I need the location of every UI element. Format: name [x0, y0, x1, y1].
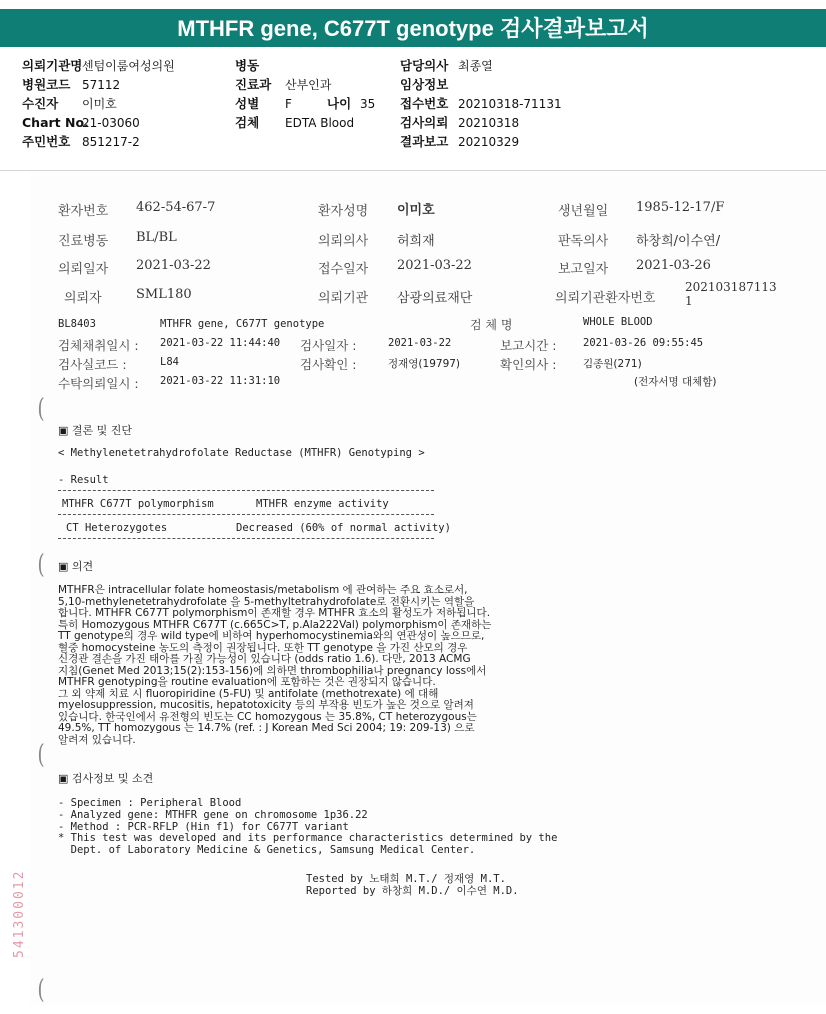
vertical-serial-number: 541300012 [12, 869, 27, 958]
consign-label: 수탁의뢰일시 : [58, 376, 139, 391]
report-title: MTHFR gene, C677T genotype 검사결과보고서 [0, 9, 826, 47]
opinion-line: TT genotype의 경우 wild type에 비하여 hyperhomocystinemia와의 연관성이 높으므로, [58, 630, 485, 642]
opinion-line: MTHFR genotyping을 routine evaluation에 포함하는 것은 권장되지 않습니다. [58, 676, 436, 688]
inst-patient-no-line1: 202103187113 [685, 280, 777, 294]
ward: BL/BL [136, 230, 177, 245]
receipt-date: 2021-03-22 [397, 258, 472, 273]
opinion-line: 그 외 약제 치료 시 fluoropiridine (5-FU) 및 antifolate (methotrexate) 에 대해 [58, 687, 439, 700]
dashed-rule [58, 538, 434, 539]
header-value-resident-no: 851217-2 [82, 135, 140, 149]
header-row-test-request [400, 116, 448, 130]
report-time: 2021-03-26 09:55:45 [583, 337, 704, 349]
header-key: 담당의사 [400, 58, 449, 73]
patient-name-label: 환자성명 [318, 204, 369, 219]
scan-mark: ( [37, 394, 45, 424]
test-date-label: 검사일자 : [300, 338, 357, 353]
info-line: - Analyzed gene: MTHFR gene on chromosome 1p36.22 [58, 808, 368, 821]
header-row-age [327, 97, 351, 111]
opinion-line: 지침(Genet Med 2013;15(2):153-156)에 의하면 thrombophilia나 pregnancy loss에서 [58, 664, 487, 677]
header-key: Chart No. [22, 115, 89, 130]
patient-no: 462-54-67-7 [136, 200, 216, 215]
inst-patient-no-line2: 1 [685, 294, 693, 308]
scan-mark: ( [37, 975, 45, 1005]
header-key: 임상정보 [400, 77, 449, 92]
collect-label: 검체채취일시 : [58, 338, 139, 353]
header-value-chart: 21-03060 [82, 116, 140, 130]
info-section-title: ▣ 검사정보 및 소견 [58, 772, 154, 785]
header-value-doctor: 최종열 [458, 59, 493, 73]
result-section-title: ▣ 결론 및 진단 [58, 424, 133, 437]
header-key: 의뢰기관명 [22, 58, 83, 73]
header-row-chart [22, 116, 89, 130]
request-date-label: 의뢰일자 [58, 262, 109, 277]
test-name: MTHFR gene, C677T genotype [160, 318, 325, 330]
client: SML180 [136, 287, 192, 302]
opinion-line: 49.5%, TT homozygous 는 14.7% (ref. : J Korean Med Sci 2004; 19: 209-13) 으로 [58, 722, 475, 734]
info-line: - Specimen : Peripheral Blood [58, 797, 242, 809]
header-separator [0, 170, 826, 171]
header-row-hospital-code [22, 78, 70, 92]
patient-name: 이미호 [397, 203, 435, 218]
header-key: 병원코드 [22, 77, 71, 92]
header-row-patient [22, 97, 58, 111]
confirm: 정재영(19797) [388, 358, 461, 370]
doctor: 김종원(271) [583, 358, 642, 370]
header-row-institution [22, 59, 82, 73]
header-row-resident-no [22, 135, 70, 149]
header-key: 수진자 [22, 96, 59, 111]
opinion-line: 있습니다. 한국인에서 유전형의 빈도는 CC homozygous 는 35.8%, CT heterozygous는 [58, 710, 477, 723]
info-line: - Method : PCR-RFLP (Hin f1) for C677T variant [58, 820, 349, 833]
header-row-receipt-no [400, 97, 448, 111]
info-line: Dept. of Laboratory Medicine & Genetics, Samsung Medical Center. [58, 844, 476, 857]
reader-label: 판독의사 [558, 234, 609, 249]
header-value-receipt-no: 20210318-71131 [458, 97, 562, 111]
header-row-result-report [400, 135, 448, 149]
header-value-age: 35 [360, 97, 376, 111]
ward-label: 진료병동 [58, 234, 109, 249]
opinion-line: 혈중 homocysteine 농도의 측정이 권장됩니다. 또한 TT genotype 을 가진 산모의 경우 [58, 641, 468, 654]
header-key: 주민번호 [22, 134, 71, 149]
result-col1-value: CT Heterozygotes [66, 522, 168, 534]
result-col1-header: MTHFR C677T polymorphism [62, 498, 214, 510]
result-label: - Result [58, 474, 109, 486]
header-key: 성별 [235, 96, 260, 111]
doctor-label: 확인의사 : [500, 357, 557, 372]
institution: 삼광의료재단 [397, 291, 473, 306]
opinion-line: 5,10-methylenetetrahydrofolate 을 5-methyltetrahydrofolate로 전환시키는 역할을 [58, 595, 475, 608]
room-label: 검사실코드 : [58, 357, 127, 372]
header-key: 병동 [235, 58, 260, 73]
opinion-line: MTHFR은 intracellular folate homeostasis/metabolism 에 관여하는 주요 효소로서, [58, 584, 468, 596]
opinion-line: 신경관 결손을 가진 태아를 가질 가능성이 있습니다 (odds ratio 1.6). 다만, 2013 ACMG [58, 653, 471, 665]
test-date: 2021-03-22 [388, 337, 452, 349]
header-row-sex [235, 97, 259, 111]
header-key: 나이 [327, 96, 352, 111]
consign: 2021-03-22 11:31:10 [160, 375, 281, 387]
opinion-line: 특히 Homozygous MTHFR C677T (c.665C>T, p.Ala222Val) polymorphism이 존재하는 [58, 618, 492, 631]
header-value-test-request: 20210318 [458, 116, 520, 130]
birth: 1985-12-17/F [636, 200, 725, 215]
room: L84 [160, 356, 179, 368]
opinion-line: myelosuppression, mucositis, hepatotoxicity 등의 부작용 빈도가 높은 것으로 알려져 [58, 699, 474, 711]
header-value-sex: F [285, 97, 292, 111]
birth-label: 생년월일 [558, 204, 609, 219]
opinion-section-title: ▣ 의견 [58, 560, 94, 573]
report-date: 2021-03-26 [636, 258, 711, 273]
dashed-rule [58, 514, 434, 515]
info-line: * This test was developed and its performance characteristics determined by the [58, 832, 558, 845]
header-value-hospital-code: 57112 [82, 78, 121, 92]
confirm-label: 검사확인 : [300, 357, 357, 372]
test-code: BL8403 [58, 318, 96, 330]
request-date: 2021-03-22 [136, 258, 211, 273]
requester: 허희재 [397, 234, 435, 249]
opinion-line: 알려져 있습니다. [58, 733, 136, 746]
header-row-doctor [400, 59, 448, 73]
reader: 하창희/이수연/ [636, 234, 721, 249]
opinion-line: 합니다. MTHFR C677T polymorphism이 존재할 경우 MTHFR 효소의 활성도가 저하됩니다. [58, 607, 491, 619]
header-key: 결과보고 [400, 134, 449, 149]
header-key: 검사의뢰 [400, 115, 449, 130]
tested-by: Tested by 노태희 M.T./ 정재영 M.T. [306, 873, 506, 885]
header-value-department: 산부인과 [285, 78, 332, 92]
header-row-clinical-info [400, 78, 448, 92]
patient-no-label: 환자번호 [58, 204, 109, 219]
specimen-label: 검 체 명 [470, 318, 513, 332]
result-col2-header: MTHFR enzyme activity [256, 498, 389, 510]
dashed-rule [58, 490, 434, 491]
scan-mark: ( [37, 740, 45, 770]
receipt-date-label: 접수일자 [318, 262, 369, 277]
header-value-patient: 이미호 [82, 97, 117, 111]
header-key: 검체 [235, 115, 260, 130]
result-col2-value: Decreased (60% of normal activity) [236, 522, 451, 534]
specimen: WHOLE BLOOD [583, 316, 653, 328]
header-value-result-report: 20210329 [458, 135, 520, 149]
report-time-label: 보고시간 : [500, 338, 557, 353]
header-key: 진료과 [235, 77, 272, 92]
e-sign-note: (전자서명 대체함) [634, 376, 717, 388]
inst-patient-no-label: 의뢰기관환자번호 [555, 291, 656, 306]
reported-by: Reported by 하창희 M.D./ 이수연 M.D. [306, 885, 519, 897]
scan-mark: ( [37, 550, 45, 580]
result-subtitle: < Methylenetetrahydrofolate Reductase (MTHFR) Genotyping > [58, 447, 425, 459]
header-row-ward [235, 59, 259, 73]
header-key: 접수번호 [400, 96, 449, 111]
institution-label: 의뢰기관 [318, 291, 369, 306]
header-value-specimen: EDTA Blood [285, 116, 355, 130]
header-row-specimen [235, 116, 259, 130]
requester-label: 의뢰의사 [318, 234, 369, 249]
report-date-label: 보고일자 [558, 262, 609, 277]
collect: 2021-03-22 11:44:40 [160, 337, 281, 349]
header-row-department [235, 78, 271, 92]
header-value-institution: 센텀이룸여성의원 [82, 59, 175, 73]
client-label: 의뢰자 [64, 291, 102, 306]
